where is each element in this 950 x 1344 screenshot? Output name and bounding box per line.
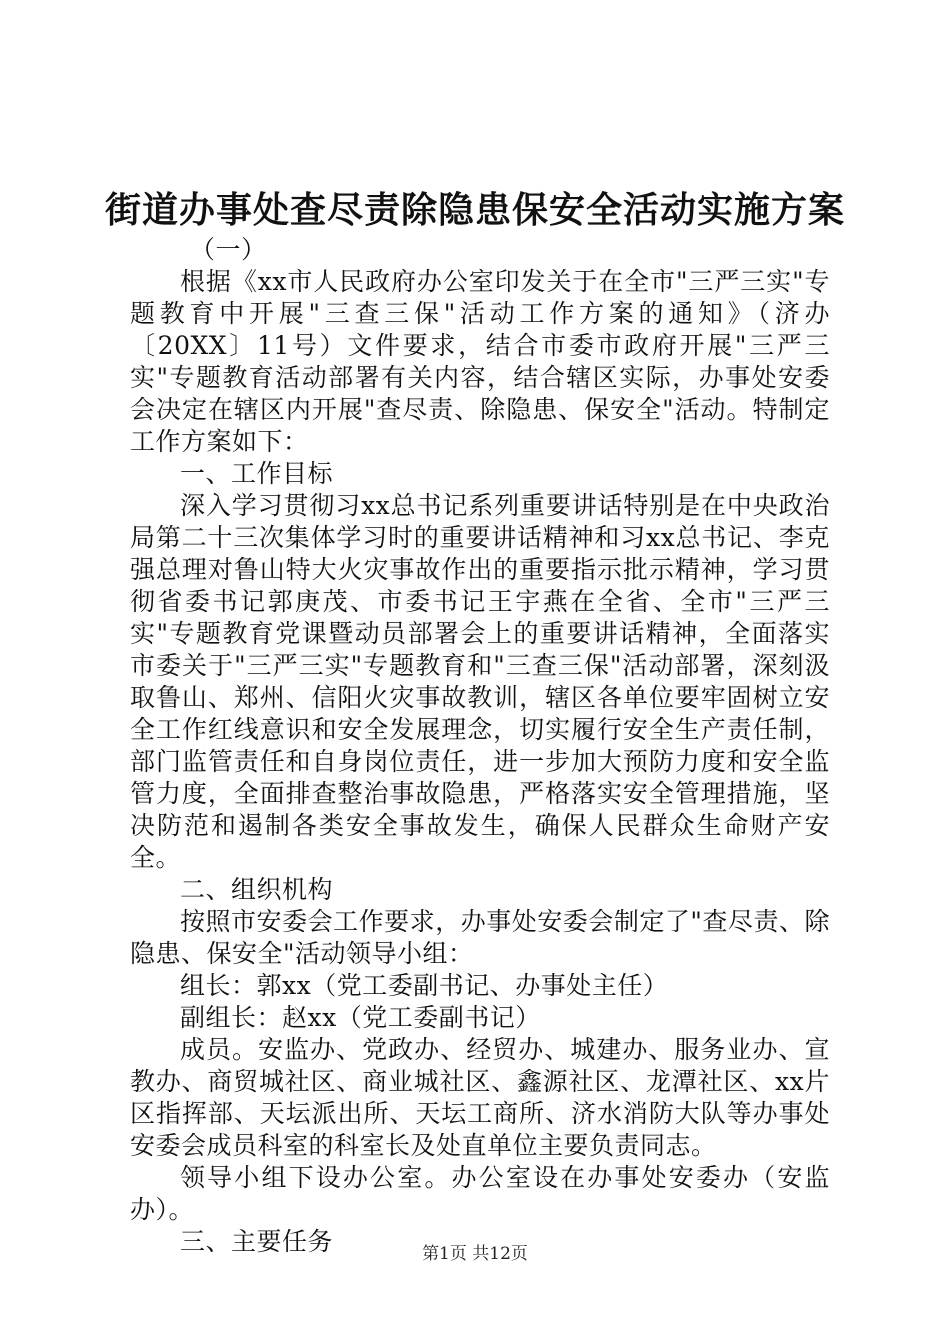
document-body: [130, 234, 830, 1258]
document-title: 街道办事处查尽责除隐患保安全活动实施方案: [104, 189, 845, 231]
section-heading-tasks: 三、主要任务: [180, 1227, 334, 1256]
document-subtitle: （一）: [190, 235, 267, 264]
office-paragraph: 领导小组下设办公室。办公室设在办事处安委办（安监办）。: [130, 1163, 830, 1224]
section-heading-goals: 一、工作目标: [180, 459, 334, 488]
page-number-footer: 第1页 共12页: [422, 1244, 528, 1264]
section-heading-organization: 二、组织机构: [180, 875, 334, 904]
intro-paragraph: 根据《xx市人民政府办公室印发关于在全市"三严三实"专题教育中开展"三查三保"活动工作方案的通知》（济办〔20XX〕11号）文件要求，结合市委市政府开展"三严三实"专题教育活动部署有关内容，结合辖区实际，办事处安委会决定在辖区内开展"查尽责、除隐患、保安全"活动。特制定工作方案如下：: [130, 267, 830, 456]
members-paragraph: 成员。安监办、党政办、经贸办、城建办、服务业办、宣教办、商贸城社区、商业城社区、鑫源社区、龙潭社区、xx片区指挥部、天坛派出所、天坛工商所、济水消防大队等办事处安委会成员科室的科室长及处直单位主要负责同志。: [130, 1035, 830, 1160]
goals-paragraph: 深入学习贯彻习xx总书记系列重要讲话特别是在中央政治局第二十三次集体学习时的重要讲话精神和习xx总书记、李克强总理对鲁山特大火灾事故作出的重要指示批示精神，学习贯彻省委书记郭庚茂、市委书记王宇燕在全省、全市"三严三实"专题教育党课暨动员部署会上的重要讲话精神，全面落实市委关于"三严三实"专题教育和"三查三保"活动部署，深刻汲取鲁山、郑州、信阳火灾事故教训，辖区各单位要牢固树立安全工作红线意识和安全发展理念，切实履行安全生产责任制，部门监管责任和自身岗位责任，进一步加大预防力度和安全监管力度，全面排查整治事故隐患，严格落实安全管理措施，坚决防范和遏制各类安全事故发生，确保人民群众生命财产安全。: [130, 491, 830, 872]
organization-paragraph: 按照市安委会工作要求，办事处安委会制定了"查尽责、除隐患、保安全"活动领导小组：: [130, 907, 830, 968]
deputy-leader-line: 副组长：赵xx（党工委副书记）: [180, 1003, 541, 1032]
group-leader-line: 组长：郭xx（党工委副书记、办事处主任）: [180, 971, 669, 1000]
